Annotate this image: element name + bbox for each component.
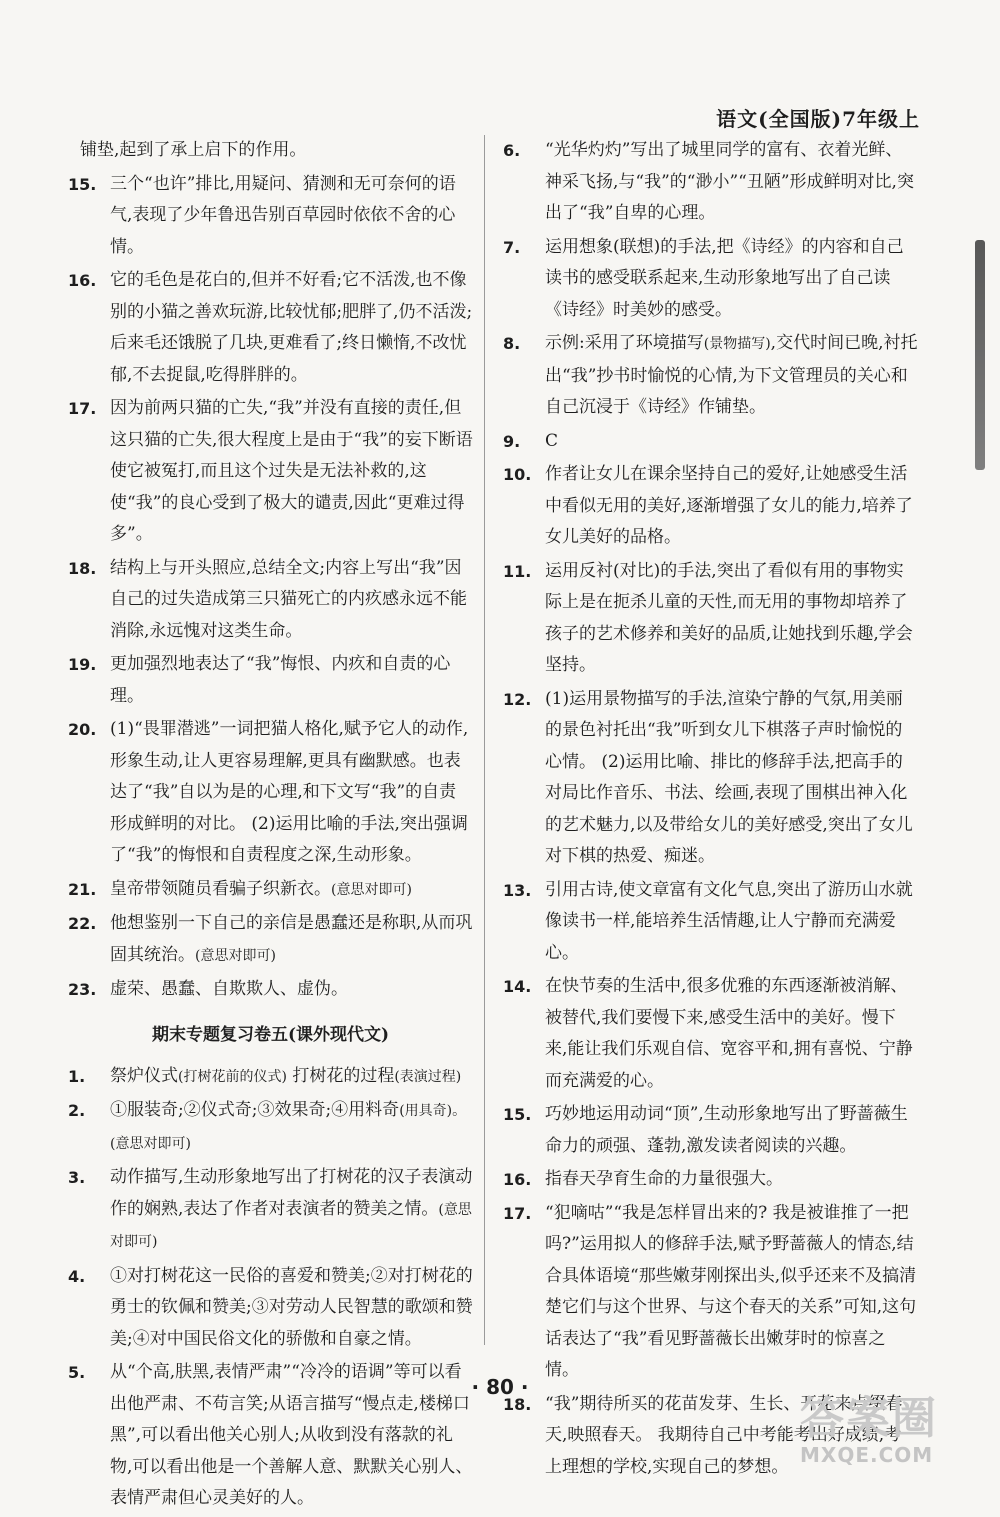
answer-number: 15.: [503, 1105, 532, 1124]
answer-number: 1.: [68, 1066, 86, 1086]
answer-item: [68, 1261, 473, 1356]
column-divider: [484, 135, 485, 1345]
answer-text: (1)“畏罪潜逃”一词把猫人格化,赋予它人的动作,形象生动,让人更容易理解,更具有幽默感。也表达了“我”自以为是的心理,和下文写“我”的自责形成鲜明的对比。 (2)运用比喻的手法,突出强调了“我”的悔恨和自责程度之深,生动形象。: [110, 719, 469, 865]
answer-item: [68, 553, 473, 648]
answer-item: [503, 426, 918, 458]
answer-item: [68, 393, 473, 551]
answer-number: 3.: [68, 1168, 86, 1187]
answer-text: 巧妙地运用动词“顶”,生动形象地写出了野蔷薇生命力的顽强、蓬勃,激发读者阅读的兴趣。: [545, 1104, 908, 1156]
answer-number: 16.: [68, 271, 97, 290]
answer-number: 23.: [68, 980, 97, 999]
answer-item: [68, 265, 473, 391]
answer-text: 从“个高,肤黑,表情严肃”“冷冷的语调”等可以看出他严肃、不苟言笑;从语言描写“慢点走,楼梯口黑”,可以看出他关心别人;从收到没有落款的礼物,可以看出他是一个善解人意、默默关心别人、表情严肃但心灵美好的人。: [110, 1362, 473, 1508]
answer-number: 5.: [68, 1363, 86, 1382]
answer-list-a: [68, 169, 473, 1006]
watermark-logo-text: 答案圈: [800, 1393, 938, 1444]
answer-text: 因为前两只猫的亡失,“我”并没有直接的责任,但这只猫的亡失,很大程度上是由于“我”的妄下断语使它被冤打,而且这个过失是无法补救的,这使“我”的良心受到了极大的谴责,因此“更难过得多”。: [110, 398, 473, 544]
answer-text: 指春天孕育生命的力量很强大。: [545, 1169, 783, 1189]
answer-number: 17.: [68, 399, 97, 418]
answer-text: 动作描写,生动形象地写出了打树花的汉子表演动作的娴熟,表达了作者对表演者的赞美之情。: [110, 1167, 473, 1219]
page-binding-shadow: [975, 240, 985, 470]
page-header-subject: 语文(全国版)7年级上: [716, 107, 920, 131]
answer-item: [503, 684, 918, 873]
answer-item: [68, 714, 473, 872]
watermark-url: MXQE.COM: [800, 1443, 934, 1467]
answer-note: (打树花前的仪式): [178, 1068, 287, 1085]
answer-number: 4.: [68, 1266, 86, 1286]
answer-text: 作者让女儿在课余坚持自己的爱好,让她感受生活中看似无用的美好,逐渐增强了女儿的能力,培养了女儿美好的品格。: [545, 464, 913, 547]
answer-text: 运用想象(联想)的手法,把《诗经》的内容和自己读书的感受联系起来,生动形象地写出了自己读《诗经》时美妙的感受。: [545, 236, 904, 320]
answer-text: (1)运用景物描写的手法,渲染宁静的气氛,用美丽的景色衬托出“我”听到女儿下棋落子声时愉悦的心情。 (2)运用比喻、排比的修辞手法,把高手的对局比作音乐、书法、绘画,表现了围棋出神入化的艺术魅力,以及带给女儿的美好感受,突出了女儿对下棋的热爱、痴迷。: [545, 688, 913, 866]
answer-item: [68, 1162, 473, 1259]
answer-text: ①对打树花这一民俗的喜爱和赞美;②对打树花的勇士的钦佩和赞美;③对劳动人民智慧的歌颂和赞美;④对中国民俗文化的骄傲和自豪之情。: [110, 1265, 473, 1349]
answer-item: [68, 1061, 473, 1094]
left-column: [68, 135, 473, 1517]
answer-item: [503, 556, 918, 682]
answer-note: (景物描写): [703, 336, 771, 352]
answer-item: [68, 649, 473, 712]
answer-item: [503, 1099, 918, 1162]
answer-text: C: [545, 430, 559, 451]
answer-note: (表演过程): [394, 1068, 462, 1085]
answer-number: 18.: [503, 1394, 532, 1414]
answer-text: 运用反衬(对比)的手法,突出了看似有用的事物实际上是在扼杀儿童的天性,而无用的事物却培养了孩子的艺术修养和美好的品质,让她找到乐趣,学会坚持。: [545, 560, 913, 675]
answer-item: [503, 328, 918, 424]
answer-text-continued: ,交代时间已晚,衬托出“我”抄书时愉悦的心情,为下文管理员的关心和自己沉浸于《诗经》作铺垫。: [545, 333, 918, 417]
answer-item: [68, 1095, 473, 1160]
answer-number: 8.: [503, 334, 521, 353]
answer-text: 在快节奏的生活中,很多优雅的东西逐渐被消解、被替代,我们要慢下来,感受生活中的美好。慢下来,能让我们乐观自信、宽容平和,拥有喜悦、宁静而充满爱的心。: [545, 976, 913, 1091]
answer-number: 13.: [503, 880, 532, 900]
answer-item: [503, 1164, 918, 1196]
answer-number: 18.: [68, 558, 97, 578]
answer-number: 22.: [68, 914, 97, 933]
watermark-logo: [800, 1395, 990, 1465]
answer-text: “光华灼灼”写出了城里同学的富有、衣着光鲜、神采飞扬,与“我”的“渺小”“丑陋”形成鲜明对比,突出了“我”自卑的心理。: [545, 140, 914, 223]
answer-item: [503, 1198, 918, 1387]
answer-item: [503, 135, 918, 230]
answer-number: 6.: [503, 141, 521, 160]
answer-text: 三个“也许”排比,用疑问、猜测和无可奈何的语气,表现了少年鲁迅告别百草园时依依不舍的心情。: [110, 173, 456, 257]
answer-number: 14.: [503, 977, 532, 996]
answer-note: (意思对即可): [195, 947, 276, 964]
answer-item: [503, 875, 918, 970]
answer-item: [68, 169, 473, 264]
answer-text: 它的毛色是花白的,但并不好看;它不活泼,也不像别的小猫之善欢玩游,比较忧郁;肥胖了,仍不活泼;后来毛还饿脱了几块,更难看了;终日懒惰,不改忧郁,不去捉鼠,吃得胖胖的。: [110, 270, 473, 385]
answer-number: 2.: [68, 1101, 86, 1120]
answer-number: 20.: [68, 720, 97, 739]
answer-list-right: [503, 135, 918, 1483]
answer-number: 9.: [503, 431, 521, 451]
answer-item: [68, 908, 473, 972]
answer-text: 虚荣、愚蠢、自欺欺人、虚伪。: [110, 979, 348, 999]
answer-text: 更加强烈地表达了“我”悔恨、内疚和自责的心理。: [110, 654, 451, 706]
answer-number: 17.: [503, 1203, 532, 1223]
answer-item: [68, 974, 473, 1006]
answer-item: [503, 971, 918, 1097]
page-number: · 80 ·: [471, 1375, 529, 1399]
answer-number: 16.: [503, 1170, 532, 1189]
answer-text: 祭炉仪式: [110, 1065, 178, 1086]
answer-number: 15.: [68, 174, 97, 194]
right-column: [503, 135, 918, 1485]
answer-text-continued: 打树花的过程: [286, 1065, 395, 1086]
answer-item: [68, 874, 473, 907]
lead-in-text: 铺垫,起到了承上启下的作用。: [80, 140, 307, 160]
answer-text: 引用古诗,使文章富有文化气息,突出了游历山水就像读书一样,能培养生活情趣,让人宁静而充满爱心。: [545, 879, 913, 963]
answer-note: (意思对即可): [110, 1201, 472, 1250]
answer-item: [503, 232, 918, 327]
section-title: 期末专题复习卷五(课外现代文): [151, 1024, 390, 1045]
answer-item: [503, 459, 918, 554]
answer-number: 10.: [503, 465, 532, 484]
answer-note: (意思对即可): [331, 881, 412, 898]
answer-text: 示例:采用了环境描写: [545, 333, 704, 353]
answer-text: 结构上与开头照应,总结全文;内容上写出“我”因自己的过失造成第三只猫死亡的内疚感永远不能消除,永远愧对这类生命。: [110, 557, 467, 641]
answer-number: 19.: [68, 655, 97, 674]
answer-text: ①服装奇;②仪式奇;③效果奇;④用料奇: [110, 1100, 400, 1120]
answer-number: 12.: [503, 689, 532, 709]
answer-text: “犯嘀咕”“我是怎样冒出来的? 我是被谁推了一把吗?”运用拟人的修辞手法,赋予野蔷薇人的情态,结合具体语境“那些嫩芽刚探出头,似乎还来不及搞清楚它们与这个世界、与这个春天的关系”可知,这句话表达了“我”看见野蔷薇长出嫩芽时的惊喜之情。: [545, 1202, 917, 1380]
answer-list-b: [68, 1061, 473, 1515]
answer-text: 他想鉴别一下自己的亲信是愚蠢还是称职,从而巩固其统治。: [110, 913, 473, 965]
answer-number: 11.: [503, 561, 532, 581]
answer-note: (用具奇)。(意思对即可): [110, 1103, 467, 1152]
answer-text: 皇帝带领随员看骗子织新衣。: [110, 878, 331, 899]
answer-text: “我”期待所买的花苗发芽、生长、开花来点缀春天,映照春天。 我期待自己中考能考出好成绩,考上理想的学校,实现自己的梦想。: [545, 1393, 903, 1477]
answer-number: 21.: [68, 879, 97, 899]
answer-number: 7.: [503, 237, 521, 257]
